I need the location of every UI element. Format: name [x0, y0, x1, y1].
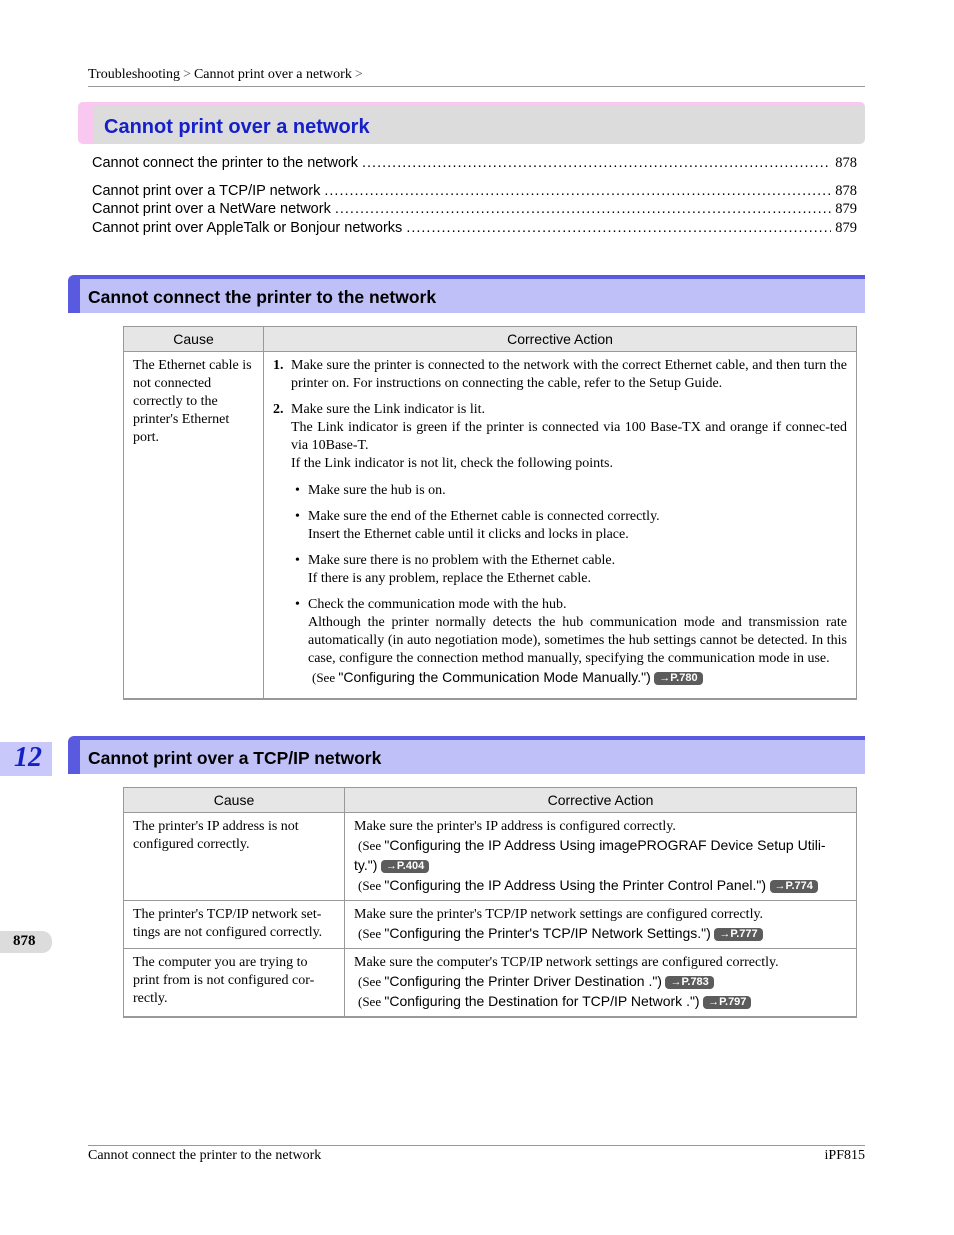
bullet-icon: •	[295, 553, 300, 568]
page-reference-link[interactable]: →P.797	[703, 996, 751, 1009]
action-cell	[345, 813, 857, 901]
breadcrumb-separator: >	[354, 67, 363, 82]
cause-cell: The printer's TCP/IP network set-tings are not configured correctly.	[124, 901, 345, 949]
action-text: Make sure the computer's TCP/IP network settings are configured correctly.	[354, 955, 779, 970]
action-text: Make sure the printer's TCP/IP network settings are configured correctly.	[354, 907, 764, 922]
section-heading-bar	[68, 736, 865, 774]
cause-action-table	[123, 326, 857, 700]
page-reference-link[interactable]: →P.777	[714, 928, 762, 941]
step-text: Make sure the printer is connected to the network with the correct Ethernet cable, and then turn the printer on. For instructions on connecting the cable, refer to the Setup Guide.	[291, 358, 847, 391]
page-footer	[88, 1145, 865, 1164]
toc-entry[interactable]	[92, 155, 857, 174]
toc-page: 879	[835, 219, 857, 236]
see-link[interactable]: "Configuring the Destination for TCP/IP Network .")	[384, 993, 700, 1009]
numbered-step	[273, 357, 847, 393]
step-text: The Link indicator is green if the printer is connected via 100 Base-TX and orange if connec-ted via 10Base-T.	[291, 420, 847, 453]
column-header-action: Corrective Action	[345, 788, 857, 813]
column-header-action: Corrective Action	[264, 327, 857, 352]
bullet-text: Make sure there is no problem with the Ethernet cable.	[308, 553, 616, 568]
section-heading: Cannot connect the printer to the network	[88, 287, 437, 307]
column-header-cause: Cause	[124, 327, 264, 352]
toc-label[interactable]: Cannot print over AppleTalk or Bonjour networks	[92, 219, 403, 236]
bullet-text: Check the communication mode with the hub.	[308, 597, 567, 612]
breadcrumb-item-current[interactable]: Cannot print over a network	[193, 67, 352, 82]
see-prefix: (See	[358, 878, 385, 893]
see-link[interactable]: "Configuring the Printer's TCP/IP Network Settings.")	[384, 925, 711, 941]
page-number: 878	[13, 933, 36, 949]
toc-label[interactable]: Cannot connect the printer to the network	[92, 155, 358, 171]
bullet-icon: •	[295, 483, 300, 498]
toc-entry[interactable]	[92, 201, 857, 220]
see-link[interactable]: "Configuring the Communication Mode Manually.")	[338, 669, 651, 685]
bullet-text: Although the printer normally detects the hub communication mode and transmission rate automatically (in auto negotiation mode), sometimes the hub settings cannot be detected. In this case, configure the connection method manually, specifying the communication mode in use.	[308, 615, 847, 666]
see-link[interactable]: "Configuring the IP Address Using imagePROGRAF Device Setup Utili-ty.")	[354, 837, 826, 873]
cause-cell: The computer you are trying to print from is not configured cor-rectly.	[124, 949, 345, 1018]
page-reference-link[interactable]: →P.783	[665, 976, 713, 989]
bullet-text: Make sure the end of the Ethernet cable is connected correctly.	[308, 509, 660, 524]
action-cell	[345, 901, 857, 949]
see-prefix: (See	[358, 838, 385, 853]
bullet-text: If there is any problem, replace the Ethernet cable.	[308, 571, 591, 586]
action-text: Make sure the printer's IP address is configured correctly.	[354, 819, 676, 834]
page-number-tab	[0, 931, 52, 953]
see-prefix: (See	[312, 670, 339, 685]
bullet-icon: •	[295, 509, 300, 524]
page-reference-link[interactable]: →P.404	[381, 860, 429, 873]
action-cell	[264, 352, 857, 700]
action-cell	[345, 949, 857, 1018]
bullet-icon: •	[295, 597, 300, 612]
footer-section-title: Cannot connect the printer to the network	[88, 1148, 322, 1163]
table-row	[124, 901, 857, 949]
toc-leader	[362, 155, 831, 171]
see-prefix: (See	[358, 974, 385, 989]
breadcrumb	[88, 67, 865, 87]
page-title-bar	[78, 102, 865, 144]
toc-leader	[324, 183, 831, 199]
toc-label[interactable]: Cannot print over a NetWare network	[92, 201, 331, 217]
cause-action-table	[123, 787, 857, 1018]
bullet-text: Insert the Ethernet cable until it clicks and locks in place.	[308, 527, 629, 542]
section-heading-bar	[68, 275, 865, 313]
toc-page: 879	[835, 201, 857, 217]
toc-entry[interactable]	[92, 220, 857, 239]
cause-cell: The Ethernet cable is not connected correctly to the printer's Ethernet port.	[124, 352, 264, 700]
see-link[interactable]: "Configuring the IP Address Using the Printer Control Panel.")	[384, 877, 767, 893]
see-prefix: (See	[358, 994, 385, 1009]
toc-entry[interactable]	[92, 183, 857, 202]
page-reference-link[interactable]: →P.780	[654, 672, 702, 685]
table-row	[124, 949, 857, 1018]
footer-model-name: iPF815	[824, 1148, 865, 1163]
step-text: If the Link indicator is not lit, check the following points.	[291, 456, 613, 471]
bullet-item	[291, 508, 847, 544]
breadcrumb-item-troubleshooting[interactable]: Troubleshooting	[88, 67, 181, 82]
numbered-step	[273, 401, 847, 473]
section-heading: Cannot print over a TCP/IP network	[88, 748, 382, 768]
toc-leader	[335, 201, 831, 217]
bullet-item	[291, 596, 847, 688]
column-header-cause: Cause	[124, 788, 345, 813]
bullet-item	[291, 552, 847, 588]
step-number: 1.	[273, 358, 284, 373]
page-reference-link[interactable]: →P.774	[770, 880, 818, 893]
toc-leader	[406, 220, 831, 236]
toc-page: 878	[835, 182, 857, 199]
see-link[interactable]: "Configuring the Printer Driver Destination .")	[384, 973, 662, 989]
see-prefix: (See	[358, 926, 385, 941]
table-row	[124, 352, 857, 700]
table-row	[124, 813, 857, 901]
toc-page: 878	[835, 155, 857, 171]
breadcrumb-separator: >	[183, 67, 191, 82]
step-text: Make sure the Link indicator is lit.	[291, 402, 486, 417]
bullet-item	[291, 482, 847, 500]
cause-cell: The printer's IP address is not configured correctly.	[124, 813, 345, 901]
bullet-text: Make sure the hub is on.	[308, 483, 446, 498]
chapter-tab	[0, 742, 52, 776]
toc-label[interactable]: Cannot print over a TCP/IP network	[92, 182, 321, 199]
table-of-contents	[92, 155, 857, 238]
page-title: Cannot print over a network	[104, 116, 370, 138]
step-number: 2.	[273, 402, 284, 417]
chapter-number: 12	[14, 742, 42, 773]
